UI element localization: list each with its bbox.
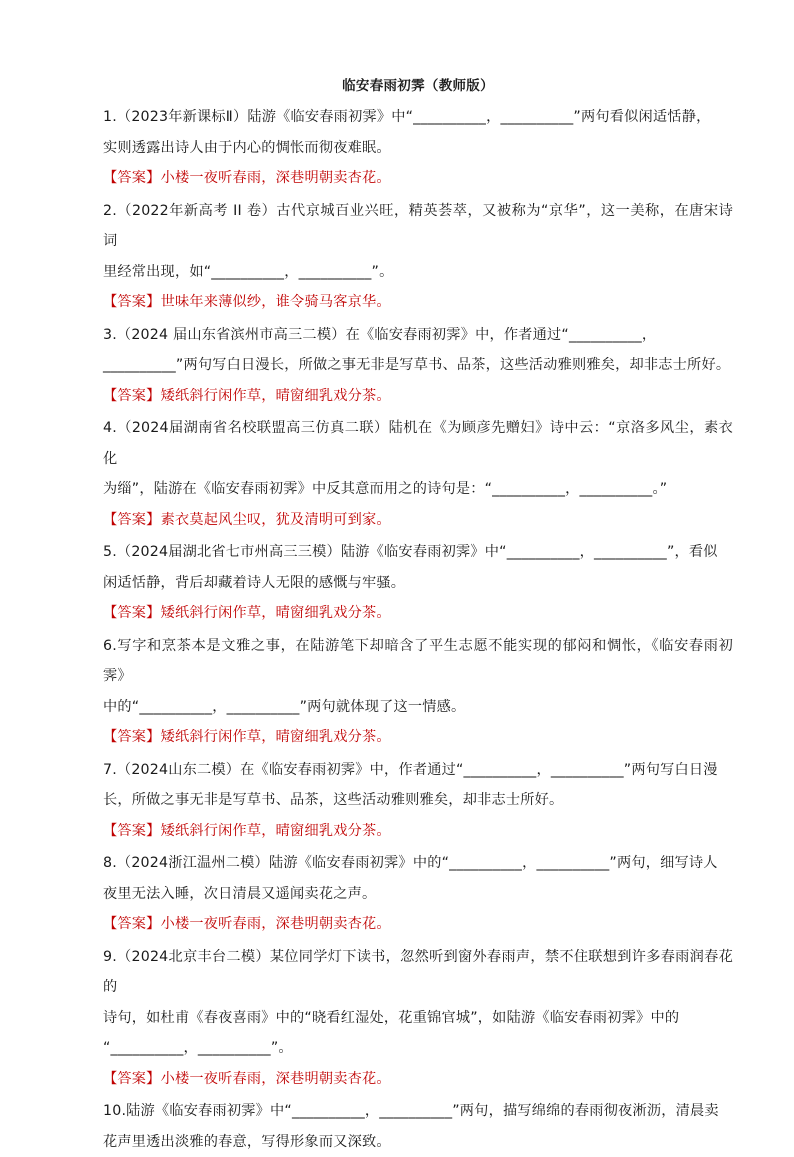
answer-text: 矮纸斜行闲作草，晴窗细乳戏分茶。: [161, 823, 391, 839]
question-line: 夜里无法入睡，次日清晨又遥闻卖花之声。: [103, 879, 733, 910]
question-line: 花声里透出淡雅的春意，写得形象而又深致。: [103, 1127, 733, 1157]
question-line: 7.（2024山东二模）在《临安春雨初霁》中，作者通过“__________，__________”两句写白日漫: [103, 755, 733, 786]
answer-tag: 【答案】: [103, 388, 161, 404]
answer-tag: 【答案】: [103, 605, 161, 621]
answer-tag: 【答案】: [103, 916, 161, 932]
answer-text: 矮纸斜行闲作草，晴窗细乳戏分茶。: [161, 388, 391, 404]
answer-tag: 【答案】: [103, 1071, 161, 1087]
question-item: [103, 413, 733, 535]
question-line: “__________，__________”。: [103, 1033, 733, 1064]
question-item: [103, 196, 733, 318]
question-list: [103, 102, 733, 1157]
answer-tag: 【答案】: [103, 170, 161, 186]
answer-line: [103, 909, 733, 940]
answer-text: 小楼一夜听春雨，深巷明朝卖杏花。: [161, 1071, 391, 1087]
question-item: [103, 755, 733, 847]
document-page: [103, 76, 733, 1157]
question-line: 4.（2024届湖南省名校联盟高三仿真二联）陆机在《为顾彦先赠妇》诗中云：“京洛多风尘，素衣化: [103, 413, 733, 474]
question-line: 实则透露出诗人由于内心的惆怅而彻夜难眠。: [103, 133, 733, 164]
answer-text: 小楼一夜听春雨，深巷明朝卖杏花。: [161, 170, 391, 186]
answer-tag: 【答案】: [103, 294, 161, 310]
question-item: [103, 537, 733, 629]
answer-text: 矮纸斜行闲作草，晴窗细乳戏分茶。: [161, 605, 391, 621]
question-item: [103, 942, 733, 1095]
question-line: 8.（2024浙江温州二模）陆游《临安春雨初霁》中的“__________，__________”两句，细写诗人: [103, 848, 733, 879]
answer-text: 矮纸斜行闲作草，晴窗细乳戏分茶。: [161, 729, 391, 745]
question-item: [103, 848, 733, 940]
answer-line: [103, 816, 733, 847]
question-line: 中的“__________，__________”两句就体现了这一情感。: [103, 692, 733, 723]
question-line: 里经常出现，如“__________，__________”。: [103, 257, 733, 288]
answer-tag: 【答案】: [103, 512, 161, 528]
answer-tag: 【答案】: [103, 823, 161, 839]
question-line: 长，所做之事无非是写草书、品茶，这些活动雅则雅矣，却非志士所好。: [103, 785, 733, 816]
answer-line: [103, 598, 733, 629]
answer-text: 世味年来薄似纱，谁令骑马客京华。: [161, 294, 391, 310]
answer-tag: 【答案】: [103, 729, 161, 745]
question-line: 2.（2022年新高考 II 卷）古代京城百业兴旺，精英荟萃，又被称为“京华”，这一美称，在唐宋诗词: [103, 196, 733, 257]
page-title: 临安春雨初霁（教师版）: [103, 76, 733, 96]
question-line: 3.（2024 届山东省滨州市高三二模）在《临安春雨初霁》中，作者通过“__________，: [103, 320, 733, 351]
question-line: 6.写字和烹茶本是文雅之事，在陆游笔下却暗含了平生志愿不能实现的郁闷和惆怅，《临安春雨初霁》: [103, 631, 733, 692]
question-line: 10.陆游《临安春雨初霁》中“__________，__________”两句，描写绵绵的春雨彻夜淅沥，清晨卖: [103, 1096, 733, 1127]
question-line: 1.（2023年新课标Ⅱ）陆游《临安春雨初霁》中“__________，__________”两句看似闲适恬静，: [103, 102, 733, 133]
answer-line: [103, 1064, 733, 1095]
answer-text: 小楼一夜听春雨，深巷明朝卖杏花。: [161, 916, 391, 932]
question-line: 9.（2024北京丰台二模）某位同学灯下读书，忽然听到窗外春雨声，禁不住联想到许多春雨润春花的: [103, 942, 733, 1003]
answer-line: [103, 163, 733, 194]
question-line: __________”两句写白日漫长，所做之事无非是写草书、品茶，这些活动雅则雅矣，却非志士所好。: [103, 350, 733, 381]
question-item: [103, 631, 733, 753]
question-item: [103, 320, 733, 412]
question-line: 为缁”，陆游在《临安春雨初霁》中反其意而用之的诗句是：“__________，__________。”: [103, 474, 733, 505]
question-line: 5.（2024届湖北省七市州高三三模）陆游《临安春雨初霁》中“__________，__________”，看似: [103, 537, 733, 568]
question-item: [103, 102, 733, 194]
answer-line: [103, 381, 733, 412]
answer-line: [103, 505, 733, 536]
answer-line: [103, 722, 733, 753]
question-item: [103, 1096, 733, 1157]
answer-text: 素衣莫起风尘叹，犹及清明可到家。: [161, 512, 391, 528]
question-line: 闲适恬静，背后却藏着诗人无限的感慨与牢骚。: [103, 568, 733, 599]
question-line: 诗句，如杜甫《春夜喜雨》中的“晓看红湿处，花重锦官城”，如陆游《临安春雨初霁》中的: [103, 1003, 733, 1034]
answer-line: [103, 287, 733, 318]
